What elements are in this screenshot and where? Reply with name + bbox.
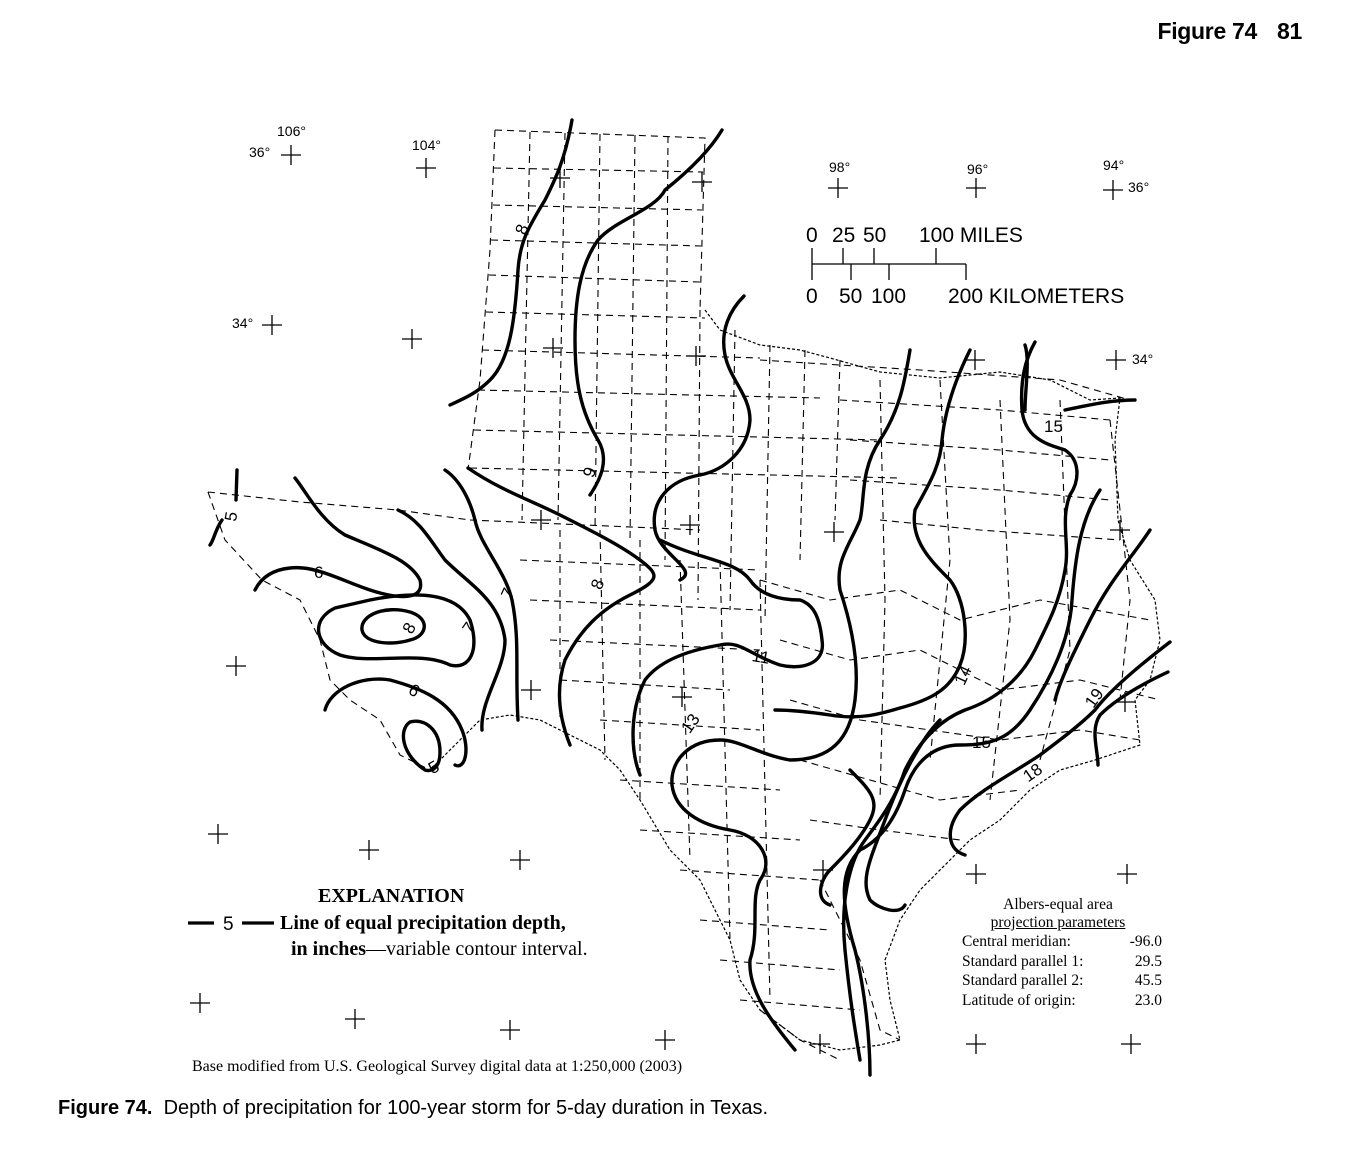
projection-row: Central meridian: -96.0 — [962, 933, 1162, 950]
graticule-label-96: 96° — [967, 161, 989, 177]
graticule-label-98: 98° — [829, 159, 851, 175]
scale-mile-100: 100 MILES — [919, 224, 1023, 247]
contour-label-14: 14 — [950, 662, 976, 688]
projection-row: Latitude of origin: 23.0 — [962, 991, 1162, 1009]
contour-label-8-loop: 8 — [398, 619, 420, 638]
projection-row: Standard parallel 1: 29.5 — [962, 952, 1162, 970]
explanation-title: EXPLANATION — [318, 885, 465, 907]
projection-title: Albers-equal area — [1003, 896, 1113, 913]
explanation-line2 — [291, 938, 588, 961]
contour-label-6-west: 6 — [314, 563, 324, 582]
contour-label-7-loop: 7 — [458, 618, 480, 638]
explanation-units: in inches — [291, 938, 367, 960]
graticule-label-36-west: 36° — [249, 144, 271, 160]
page-number: 81 — [1277, 18, 1302, 44]
projection-subtitle: projection parameters — [990, 914, 1126, 931]
explanation-line1: Line of equal precipitation depth, — [280, 912, 566, 934]
scale-km-0: 0 — [806, 285, 818, 308]
contour-label-11: 11 — [750, 646, 772, 668]
scale-mile-50: 50 — [863, 224, 887, 247]
graticule-label-106: 106° — [277, 123, 306, 139]
scale-km-50: 50 — [839, 285, 863, 308]
explanation-interval-note: —variable contour interval. — [366, 938, 588, 960]
graticule-label-34-west: 34° — [232, 315, 254, 331]
graticule-label-104: 104° — [412, 137, 441, 153]
graticule-label-94: 94° — [1103, 157, 1125, 173]
contour-label-15-south: 15 — [972, 733, 991, 752]
contour-label-13: 13 — [677, 710, 704, 737]
contour-label-8-central: 8 — [587, 576, 609, 592]
explanation-line-sample — [188, 911, 274, 935]
contour-label-18: 18 — [1019, 759, 1046, 786]
contour-label-19: 19 — [1081, 684, 1108, 712]
graticule-label-36-east: 36° — [1128, 179, 1150, 195]
projection-parameters — [962, 896, 1162, 1010]
scale-mile-25: 25 — [832, 224, 856, 247]
projection-row: Standard parallel 2: 45.5 — [962, 972, 1162, 989]
scale-bar — [812, 248, 966, 280]
base-data-note: Base modified from U.S. Geological Survey digital data at 1:250,000 (2003) — [192, 1058, 683, 1075]
scale-mile-0: 0 — [806, 224, 818, 247]
figure-caption — [58, 1097, 768, 1120]
contour-label-8-panhandle: 8 — [511, 221, 533, 238]
caption-text: Depth of precipitation for 100-year storm for 5-day duration in Texas. — [163, 1097, 768, 1119]
contour-label-6-south: 6 — [405, 680, 424, 702]
contour-label-7-central: 7 — [497, 585, 519, 602]
explanation-sample-value: 5 — [223, 914, 234, 935]
contour-label-5-south: 5 — [424, 756, 443, 779]
graticule-label-34-east: 34° — [1132, 351, 1154, 367]
contour-label-5-west: 5 — [221, 510, 242, 523]
caption-label: Figure 74. — [58, 1097, 153, 1119]
figure-label: Figure 74 — [1157, 18, 1258, 44]
contour-label-9: 9 — [579, 464, 601, 480]
scale-km-100: 100 — [871, 285, 907, 308]
contour-label-15-north: 15 — [1044, 417, 1063, 436]
scale-km-200: 200 KILOMETERS — [948, 285, 1125, 308]
